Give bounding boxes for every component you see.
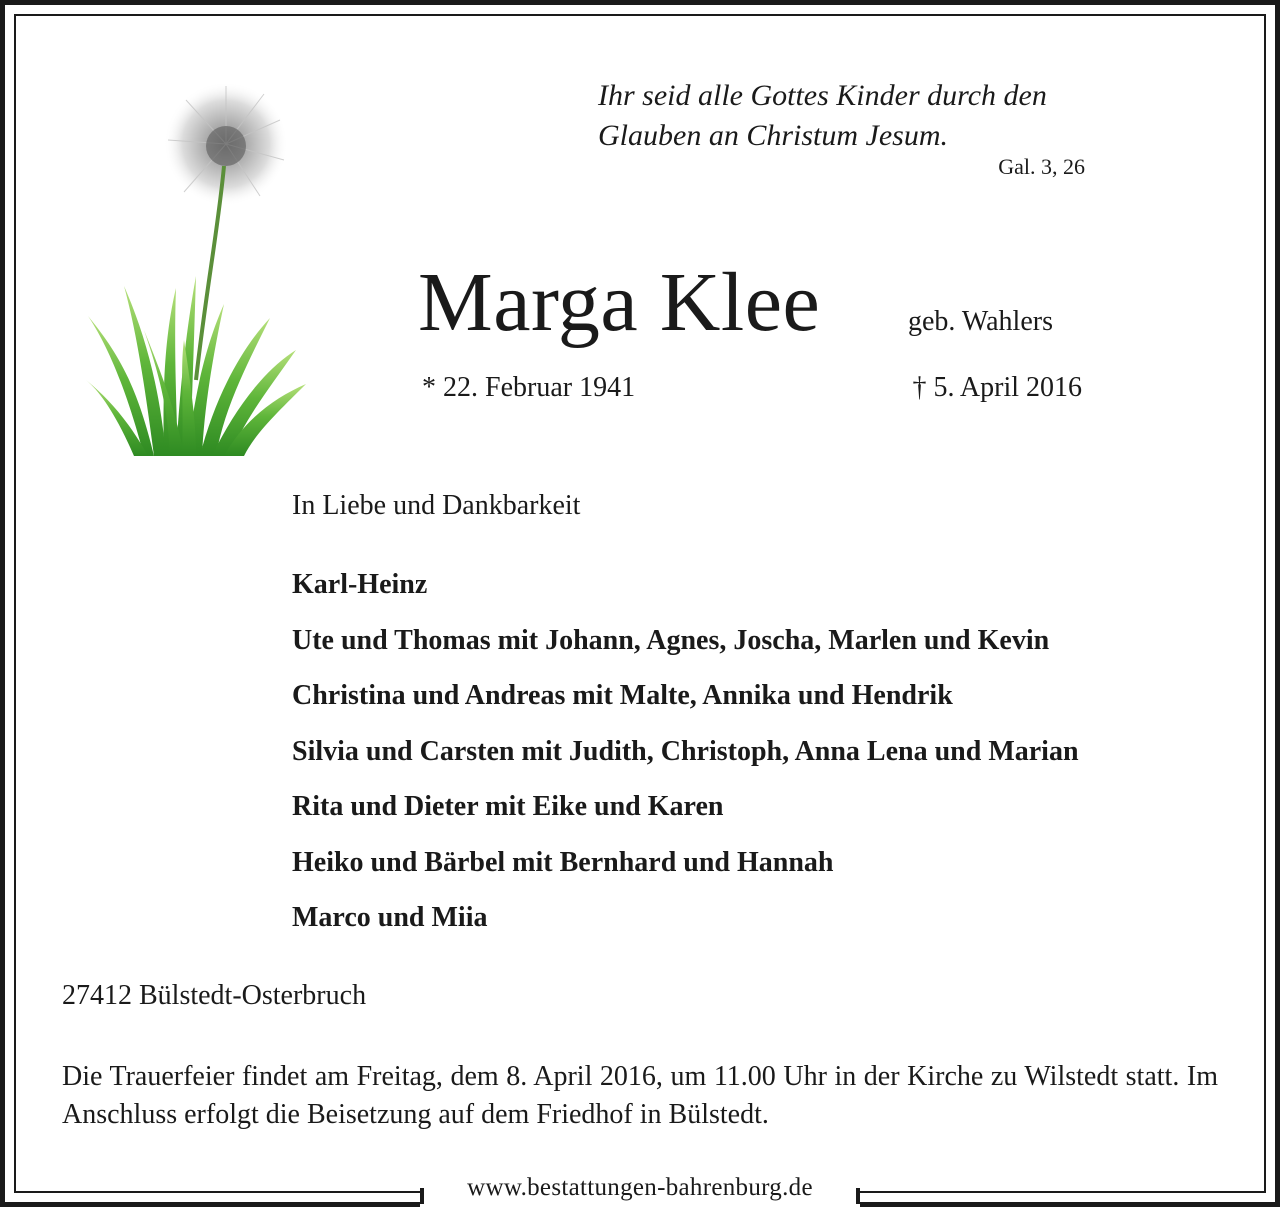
family-member: Marco und Miia — [292, 902, 488, 933]
death-date: † 5. April 2016 — [912, 372, 1082, 403]
dandelion-grass-illustration — [84, 80, 308, 456]
verse-reference: Gal. 3, 26 — [998, 154, 1085, 179]
birth-date: * 22. Februar 1941 — [422, 372, 636, 403]
family-member: Rita und Dieter mit Eike und Karen — [292, 791, 724, 822]
family-member: Silvia und Carsten mit Judith, Christoph, Anna Lena und Marian — [292, 735, 1079, 767]
family-member: Ute und Thomas mit Johann, Agnes, Joscha, Marlen und Kevin — [292, 624, 1050, 656]
footer-divider-right — [856, 1188, 860, 1204]
family-member: Christina und Andreas mit Malte, Annika und Hendrik — [292, 680, 953, 711]
verse-line-1: Ihr seid alle Gottes Kinder durch den — [598, 79, 1047, 112]
deceased-name: Marga Klee — [418, 256, 821, 349]
maiden-name: geb. Wahlers — [908, 306, 1053, 337]
funeral-service-notice: Die Trauerfeier findet am Freitag, dem 8. April 2016, um 11.00 Uhr in der Kirche zu Wilstedt statt. Im Anschluss erfolgt die Beisetzung auf dem Friedhof in Bülstedt. — [62, 1061, 1218, 1130]
family-member: Heiko und Bärbel mit Bernhard und Hannah — [292, 846, 834, 878]
funeral-home-website: www.bestattungen-bahrenburg.de — [467, 1174, 813, 1201]
verse-line-2: Glauben an Christum Jesum. — [598, 119, 948, 152]
family-list — [292, 566, 1079, 955]
dedication-line: In Liebe und Dankbarkeit — [292, 490, 581, 521]
bible-verse — [598, 76, 1098, 156]
family-member: Karl-Heinz — [292, 569, 428, 600]
residence-address: 27412 Bülstedt-Osterbruch — [62, 980, 367, 1011]
